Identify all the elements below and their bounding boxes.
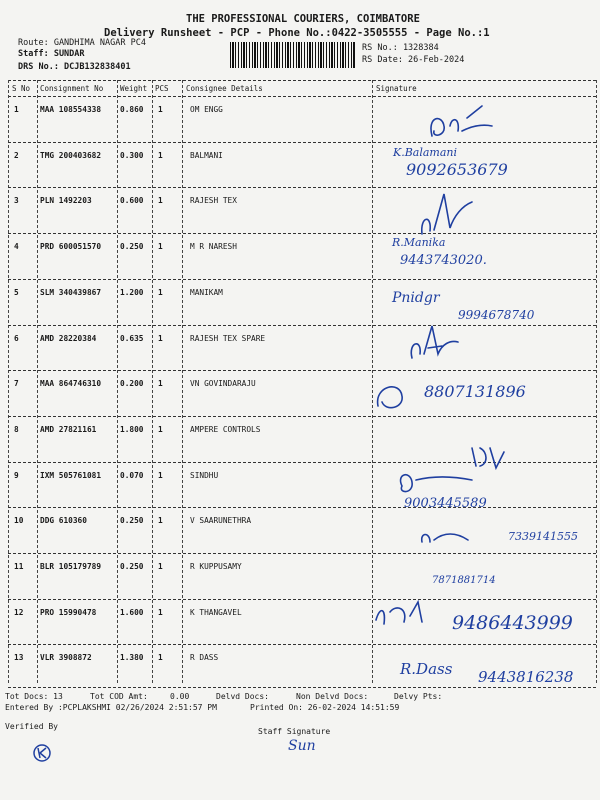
cell-sno: 2: [14, 150, 19, 160]
cell-sno: 4: [14, 242, 19, 252]
total-cod-label: Tot COD Amt:: [90, 692, 148, 701]
cell-consignment: PRD 600051570: [40, 242, 102, 252]
row8-signature: [472, 448, 504, 468]
staff-signature-label: Staff Signature: [258, 727, 331, 736]
delivery-points: Delvy Pts:: [394, 692, 443, 701]
cell-sno: 5: [14, 287, 19, 297]
cell-pcs: 1: [158, 516, 163, 526]
col-divider: [37, 80, 38, 683]
cell-weight: 1.380: [120, 653, 144, 663]
total-docs: Tot Docs: 13: [5, 692, 63, 701]
cell-weight: 1.600: [120, 607, 144, 617]
verified-by-label: Verified By: [5, 722, 58, 731]
row11-sig-phone-2: 7871881714: [432, 575, 496, 586]
rs-number: RS No.: 1328384: [362, 43, 439, 53]
cell-sno: 13: [14, 653, 24, 663]
cell-pcs: 1: [158, 242, 163, 252]
row10-signature: [401, 475, 472, 492]
cell-weight: 1.800: [120, 424, 144, 434]
cell-consignee: VN GOVINDARAJU: [190, 379, 256, 389]
row13-sig-phone: 9443816238: [478, 668, 574, 686]
cell-consignee: OM ENGG: [190, 105, 223, 114]
col-header-weight: Weight: [120, 84, 148, 93]
col-divider: [182, 80, 183, 683]
cell-consignee: V SAARUNETHRA: [190, 516, 252, 526]
non-delivered-docs: Non Delvd Docs:: [296, 692, 369, 701]
row1-signature: [431, 106, 492, 136]
row7-signature: [378, 387, 403, 408]
cell-pcs: 1: [158, 196, 163, 206]
cell-consignee: BALMANI: [190, 150, 223, 160]
cell-pcs: 1: [158, 653, 163, 663]
cell-consignment: DDG 610360: [40, 516, 87, 526]
cell-consignment: MAA 864746310: [40, 379, 102, 389]
cell-weight: 0.635: [120, 333, 144, 343]
row4-sig-phone: 9443743020.: [400, 253, 487, 268]
cell-pcs: 1: [158, 287, 163, 297]
cell-consignment: AMD 28220384: [40, 333, 97, 343]
row6-signature: [411, 326, 458, 358]
row10-sig-phone: 9003445589: [404, 496, 487, 511]
cell-consignment: MAA 108554338: [40, 105, 102, 114]
company-name: THE PROFESSIONAL COURIERS, COIMBATORE: [186, 13, 420, 25]
cell-consignee: MANIKAM: [190, 287, 223, 297]
runsheet-title: Delivery Runsheet - PCP - Phone No.:0422-3505555 - Page No.:1: [104, 27, 490, 39]
row11-sig-phone: 7339141555: [508, 530, 578, 543]
row4-sig-name: R.Manika: [392, 236, 446, 249]
printed-on: Printed On: 26-02-2024 14:51:59: [250, 703, 400, 712]
table-left-border: [8, 80, 9, 683]
cell-weight: 0.860: [120, 105, 144, 114]
route-label: Route: GANDHIMA NAGAR PC4: [18, 38, 146, 48]
row13-sig-name: R.Dass: [400, 660, 453, 678]
cell-weight: 0.250: [120, 516, 144, 526]
barcode: [230, 42, 356, 68]
cell-sno: 8: [14, 424, 19, 434]
row12-sig-phone: 9486443999: [452, 612, 573, 634]
cell-sno: 1: [14, 105, 19, 114]
total-cod-value: 0.00: [170, 692, 190, 701]
row5-sig-phone: 9994678740: [458, 308, 535, 322]
cell-consignment: TMG 200403682: [40, 150, 102, 160]
cell-consignee: RAJESH TEX SPARE: [190, 333, 266, 343]
row2-sig-phone: 9092653679: [406, 160, 508, 179]
entered-by: Entered By :PCPLAKSHMI 02/26/2024 2:51:57 PM: [5, 703, 217, 712]
row2-sig-name: K.Balamani: [393, 146, 458, 159]
row7-sig-phone: 8807131896: [424, 382, 526, 401]
cell-consignment: SLM 340439867: [40, 287, 102, 297]
col-divider: [117, 80, 118, 683]
cell-pcs: 1: [158, 424, 163, 434]
col-header-consignment: Consignment No: [40, 84, 104, 93]
cell-weight: 0.250: [120, 562, 144, 571]
row11-signature: [422, 534, 468, 542]
col-divider: [152, 80, 153, 683]
cell-pcs: 1: [158, 150, 163, 160]
cell-consignee: K THANGAVEL: [190, 607, 242, 617]
cell-weight: 0.300: [120, 150, 144, 160]
cell-pcs: 1: [158, 562, 163, 571]
cell-pcs: 1: [158, 379, 163, 389]
cell-weight: 0.200: [120, 379, 144, 389]
cell-weight: 0.070: [120, 470, 144, 480]
cell-consignment: PRO 15990478: [40, 607, 97, 617]
row12-signature: [376, 602, 422, 624]
col-header-pcs: PCS: [155, 84, 169, 93]
cell-sno: 12: [14, 607, 24, 617]
col-header-sno: S No: [12, 84, 31, 93]
table-top-rule: [8, 80, 596, 81]
cell-sno: 9: [14, 470, 19, 480]
verified-stamp-icon: [30, 742, 60, 764]
table-right-border: [596, 80, 597, 683]
cell-sno: 10: [14, 516, 24, 526]
cell-consignee: RAJESH TEX: [190, 196, 237, 206]
cell-sno: 7: [14, 379, 19, 389]
cell-consignment: BLR 105179789: [40, 562, 102, 571]
drs-number: DRS No.: DCJB132838401: [18, 62, 131, 72]
cell-consignment: IXM 505761081: [40, 470, 102, 480]
row3-signature: [422, 194, 472, 234]
rs-date: RS Date: 26-Feb-2024: [362, 55, 465, 65]
cell-weight: 1.200: [120, 287, 144, 297]
cell-consignee: AMPERE CONTROLS: [190, 424, 261, 434]
row5-sig-name: Pnidgr: [392, 290, 440, 306]
staff-label: Staff: SUNDAR: [18, 49, 85, 59]
cell-consignee: SINDHU: [190, 470, 219, 480]
cell-pcs: 1: [158, 105, 163, 114]
cell-weight: 0.600: [120, 196, 144, 206]
cell-consignment: AMD 27821161: [40, 424, 97, 434]
cell-weight: 0.250: [120, 242, 144, 252]
cell-consignment: VLR 3908872: [40, 653, 92, 663]
cell-sno: 11: [14, 562, 24, 571]
cell-consignment: PLN 1492203: [40, 196, 92, 206]
col-header-signature: Signature: [376, 84, 417, 93]
delivered-docs: Delvd Docs:: [216, 692, 269, 701]
footer-rule: [8, 687, 596, 688]
col-header-consignee: Consignee Details: [186, 84, 263, 93]
cell-consignee: R KUPPUSAMY: [190, 562, 242, 571]
cell-pcs: 1: [158, 470, 163, 480]
staff-signature: Sun: [288, 738, 316, 754]
cell-sno: 3: [14, 196, 19, 206]
cell-pcs: 1: [158, 333, 163, 343]
cell-consignee: R DASS: [190, 653, 219, 663]
cell-pcs: 1: [158, 607, 163, 617]
cell-consignee: M R NARESH: [190, 242, 237, 252]
cell-sno: 6: [14, 333, 19, 343]
